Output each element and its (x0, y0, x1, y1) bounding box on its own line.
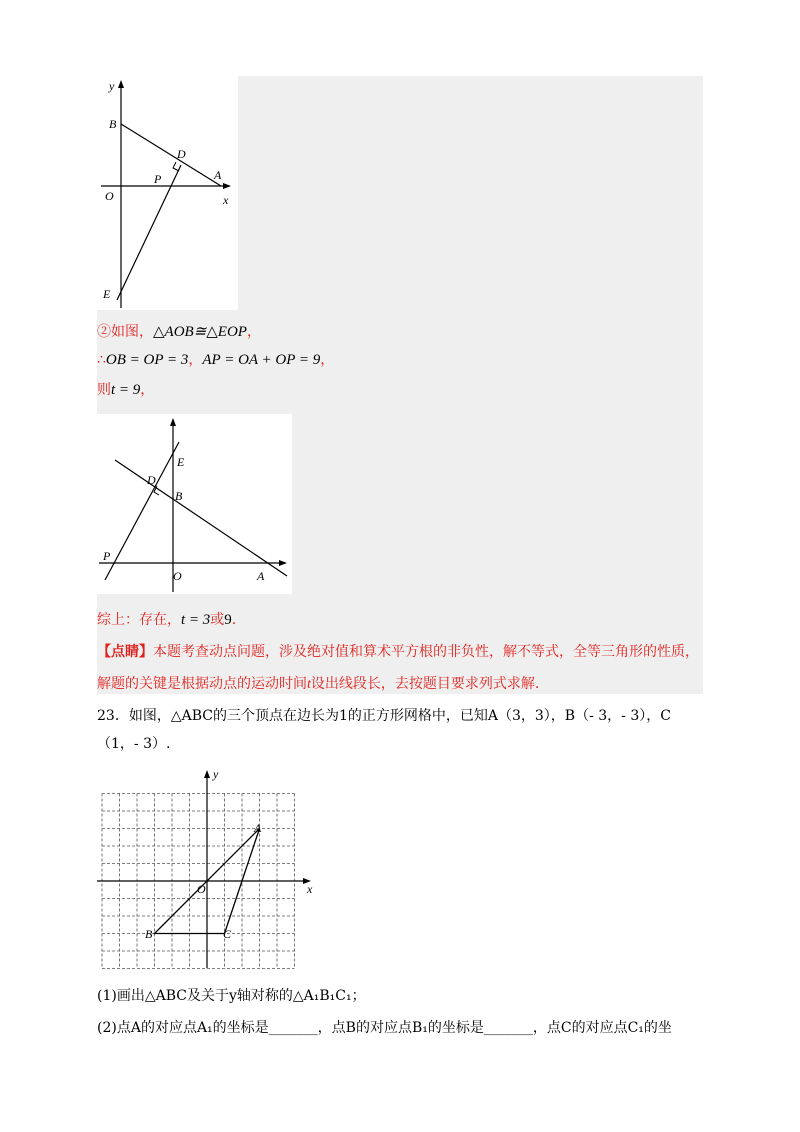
figure-2 (97, 414, 292, 594)
label-A: A (214, 168, 222, 182)
grid-label-x: x (307, 882, 313, 896)
step2-line1-suffix: ， (246, 324, 261, 340)
step2-line3 (97, 380, 154, 400)
grid-label-C: C (223, 927, 232, 941)
grid-figure-svg (97, 766, 322, 970)
part-2: (2)点A的对应点A₁的坐标是_______，点B的对应点B₁的坐标是_______，点C的对应点C₁的坐 (97, 1020, 672, 1036)
step2-line2-prefix: ∴ (97, 352, 106, 368)
label-O: O (105, 189, 114, 203)
label-y: y (109, 79, 115, 93)
grid-label-A: A (254, 821, 262, 835)
grid-label-O: O (197, 882, 206, 896)
comment-text1: 本题考查动点问题，涉及绝对值和算术平方根的非负性，解不等式，全等三角形的性质， (153, 644, 699, 660)
step2-line2 (97, 350, 334, 370)
step2-line3-math: t = 9 (111, 382, 141, 398)
question-23-line1 (97, 702, 707, 730)
step2-line2-sep: ， (188, 352, 203, 368)
grid-y-arrow (204, 770, 210, 778)
conclusion-math: t = 3 (181, 612, 211, 628)
x-arrow-2 (279, 560, 287, 566)
question-line1: 如图，△ABC的三个顶点在边长为1的正方形网格中，已知A（3，3），B（- 3，- 3），C (128, 708, 671, 724)
conclusion-middle: 或 (210, 612, 225, 628)
segment-BA (121, 124, 221, 186)
step2-line1-prefix: ②如图， (97, 324, 153, 340)
step2-line2-math-b: AP = OA + OP = 9 (202, 352, 321, 368)
comment-line2 (97, 674, 539, 695)
part-1: (1)画出△ABC及关于y轴对称的△A₁B₁C₁； (97, 988, 366, 1004)
segment-BA-2 (115, 460, 287, 576)
right-angle-mark (173, 162, 179, 171)
step2-line2-math-a: OB = OP = 3 (105, 352, 189, 368)
segment-PE-2 (105, 442, 179, 580)
step2-line2-suffix: ， (320, 352, 335, 368)
comment-tag: 【点睛】 (97, 644, 153, 660)
conclusion-suffix: . (231, 612, 237, 628)
label-x: x (223, 193, 229, 207)
comment-text2t: t (307, 677, 311, 692)
step2-line1 (97, 322, 261, 342)
label-B-2: B (175, 489, 183, 503)
step2-line3-prefix: 则 (97, 382, 111, 398)
grid-label-B: B (145, 927, 153, 941)
x-arrow (223, 183, 231, 189)
conclusion-prefix: 综上：存在， (97, 612, 181, 628)
figure-2-svg (97, 414, 292, 594)
grid-label-y: y (213, 767, 219, 781)
label-D: D (177, 147, 186, 161)
segment-ED (117, 165, 181, 300)
question-line2: （1，- 3）. (97, 736, 171, 752)
conclusion-line (97, 610, 236, 630)
label-O-2: O (173, 569, 182, 583)
label-A-2: A (257, 569, 265, 583)
comment-text2b: 设出线段长，去按题目要求列式求解. (310, 676, 540, 692)
label-P: P (154, 172, 162, 186)
step2-line1-math: △AOB≅△EOP (153, 324, 247, 340)
grid-figure (97, 766, 322, 970)
figure-1-svg (97, 76, 238, 310)
label-E: E (103, 287, 111, 301)
label-D-2: D (147, 473, 156, 487)
label-P-2: P (103, 549, 111, 563)
step2-line3-suffix: ， (140, 382, 155, 398)
figure-1 (97, 76, 238, 310)
comment-line1 (97, 642, 699, 662)
y-arrow (118, 80, 124, 88)
y-arrow-2 (170, 418, 176, 426)
conclusion-math2: 9 (224, 612, 232, 628)
label-E-2: E (177, 455, 185, 469)
question-number: 23． (97, 708, 129, 724)
comment-text2a: 解题的关键是根据动点的运动时间 (97, 676, 307, 692)
question-23 (97, 702, 707, 758)
label-B: B (109, 117, 117, 131)
